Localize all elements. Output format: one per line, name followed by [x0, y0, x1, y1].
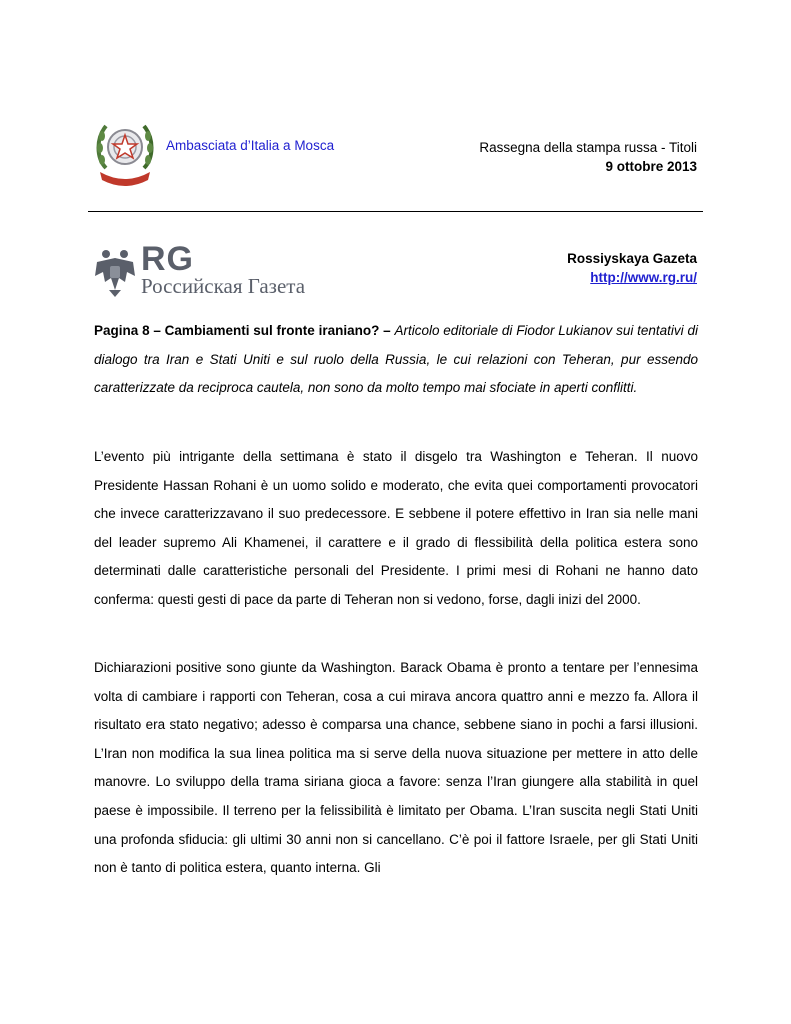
article-headline: Pagina 8 – Cambiamenti sul fronte iraniano? –	[94, 323, 391, 338]
rg-logo-mark: RG	[141, 240, 194, 278]
double-headed-eagle-icon	[93, 246, 137, 298]
header-info	[479, 138, 697, 176]
source-info	[567, 249, 697, 287]
article-paragraph: Dichiarazioni positive sono giunte da Washington. Barack Obama è pronto a tentare per l’ennesima volta di cambiare i rapporti con Teheran, cosa a cui mirava ancora quattro anni e mezzo fa. Allora il risultato era stato negativo; adesso è comparsa una chance, sebbene siano in pochi a farsi illusioni. L’Iran non modifica la sua linea politica ma si serve della nuova situazione per mettere in atto delle manovre. Lo sviluppo della trama siriana gioca a favore: senza l’Iran giungere alla stabilità in quel paese è impossibile. Il terreno per la felissibilità è limitato per Obama. L’Iran suscita negli Stati Uniti una profonda sfiducia: gli ultimi 30 anni non si cancellano. C’è poi il fattore Israele, per gli Stati Uniti non è tanto di politica estera, quanto interna. Gli	[94, 660, 698, 876]
source-link[interactable]: http://www.rg.ru/	[590, 270, 697, 285]
italian-republic-emblem	[94, 116, 156, 188]
article-summary	[94, 317, 698, 403]
rg-logo	[93, 240, 349, 302]
header-divider	[88, 211, 703, 212]
embassy-name: Ambasciata d’Italia a Mosca	[166, 138, 335, 153]
review-date: 9 ottobre 2013	[605, 159, 697, 174]
rg-logo-name: Российская Газета	[141, 274, 306, 298]
press-review-title: Rassegna della stampa russa - Titoli	[479, 140, 697, 155]
article-paragraph: L’evento più intrigante della settimana è stato il disgelo tra Washington e Teheran. Il nuovo Presidente Hassan Rohani è un uomo solido e moderato, che evita quei comportamenti provocatori che invece caratterizzavano il suo predecessore. E sebbene il potere effettivo in Iran sia nelle mani del leader supremo Ali Khamenei, il carattere e il grado di flessibilità della politica estera sono determinati dalle caratteristiche personali del Presidente. I primi mesi di Rohani ne hanno dato conferma: questi gesti di pace da parte di Teheran non si vedono, forse, dagli inizi del 2000.	[94, 449, 698, 607]
source-name: Rossiyskaya Gazeta	[567, 251, 697, 266]
article-summary-text: Articolo editoriale di Fiodor Lukianov sui tentativi di dialogo tra Iran e Stati Uniti e sul ruolo della Russia, le cui relazioni con Teheran, pur essendo caratterizzate da reciproca cautela, non sono da molto tempo mai sfociate in aperti conflitti.	[94, 323, 698, 396]
